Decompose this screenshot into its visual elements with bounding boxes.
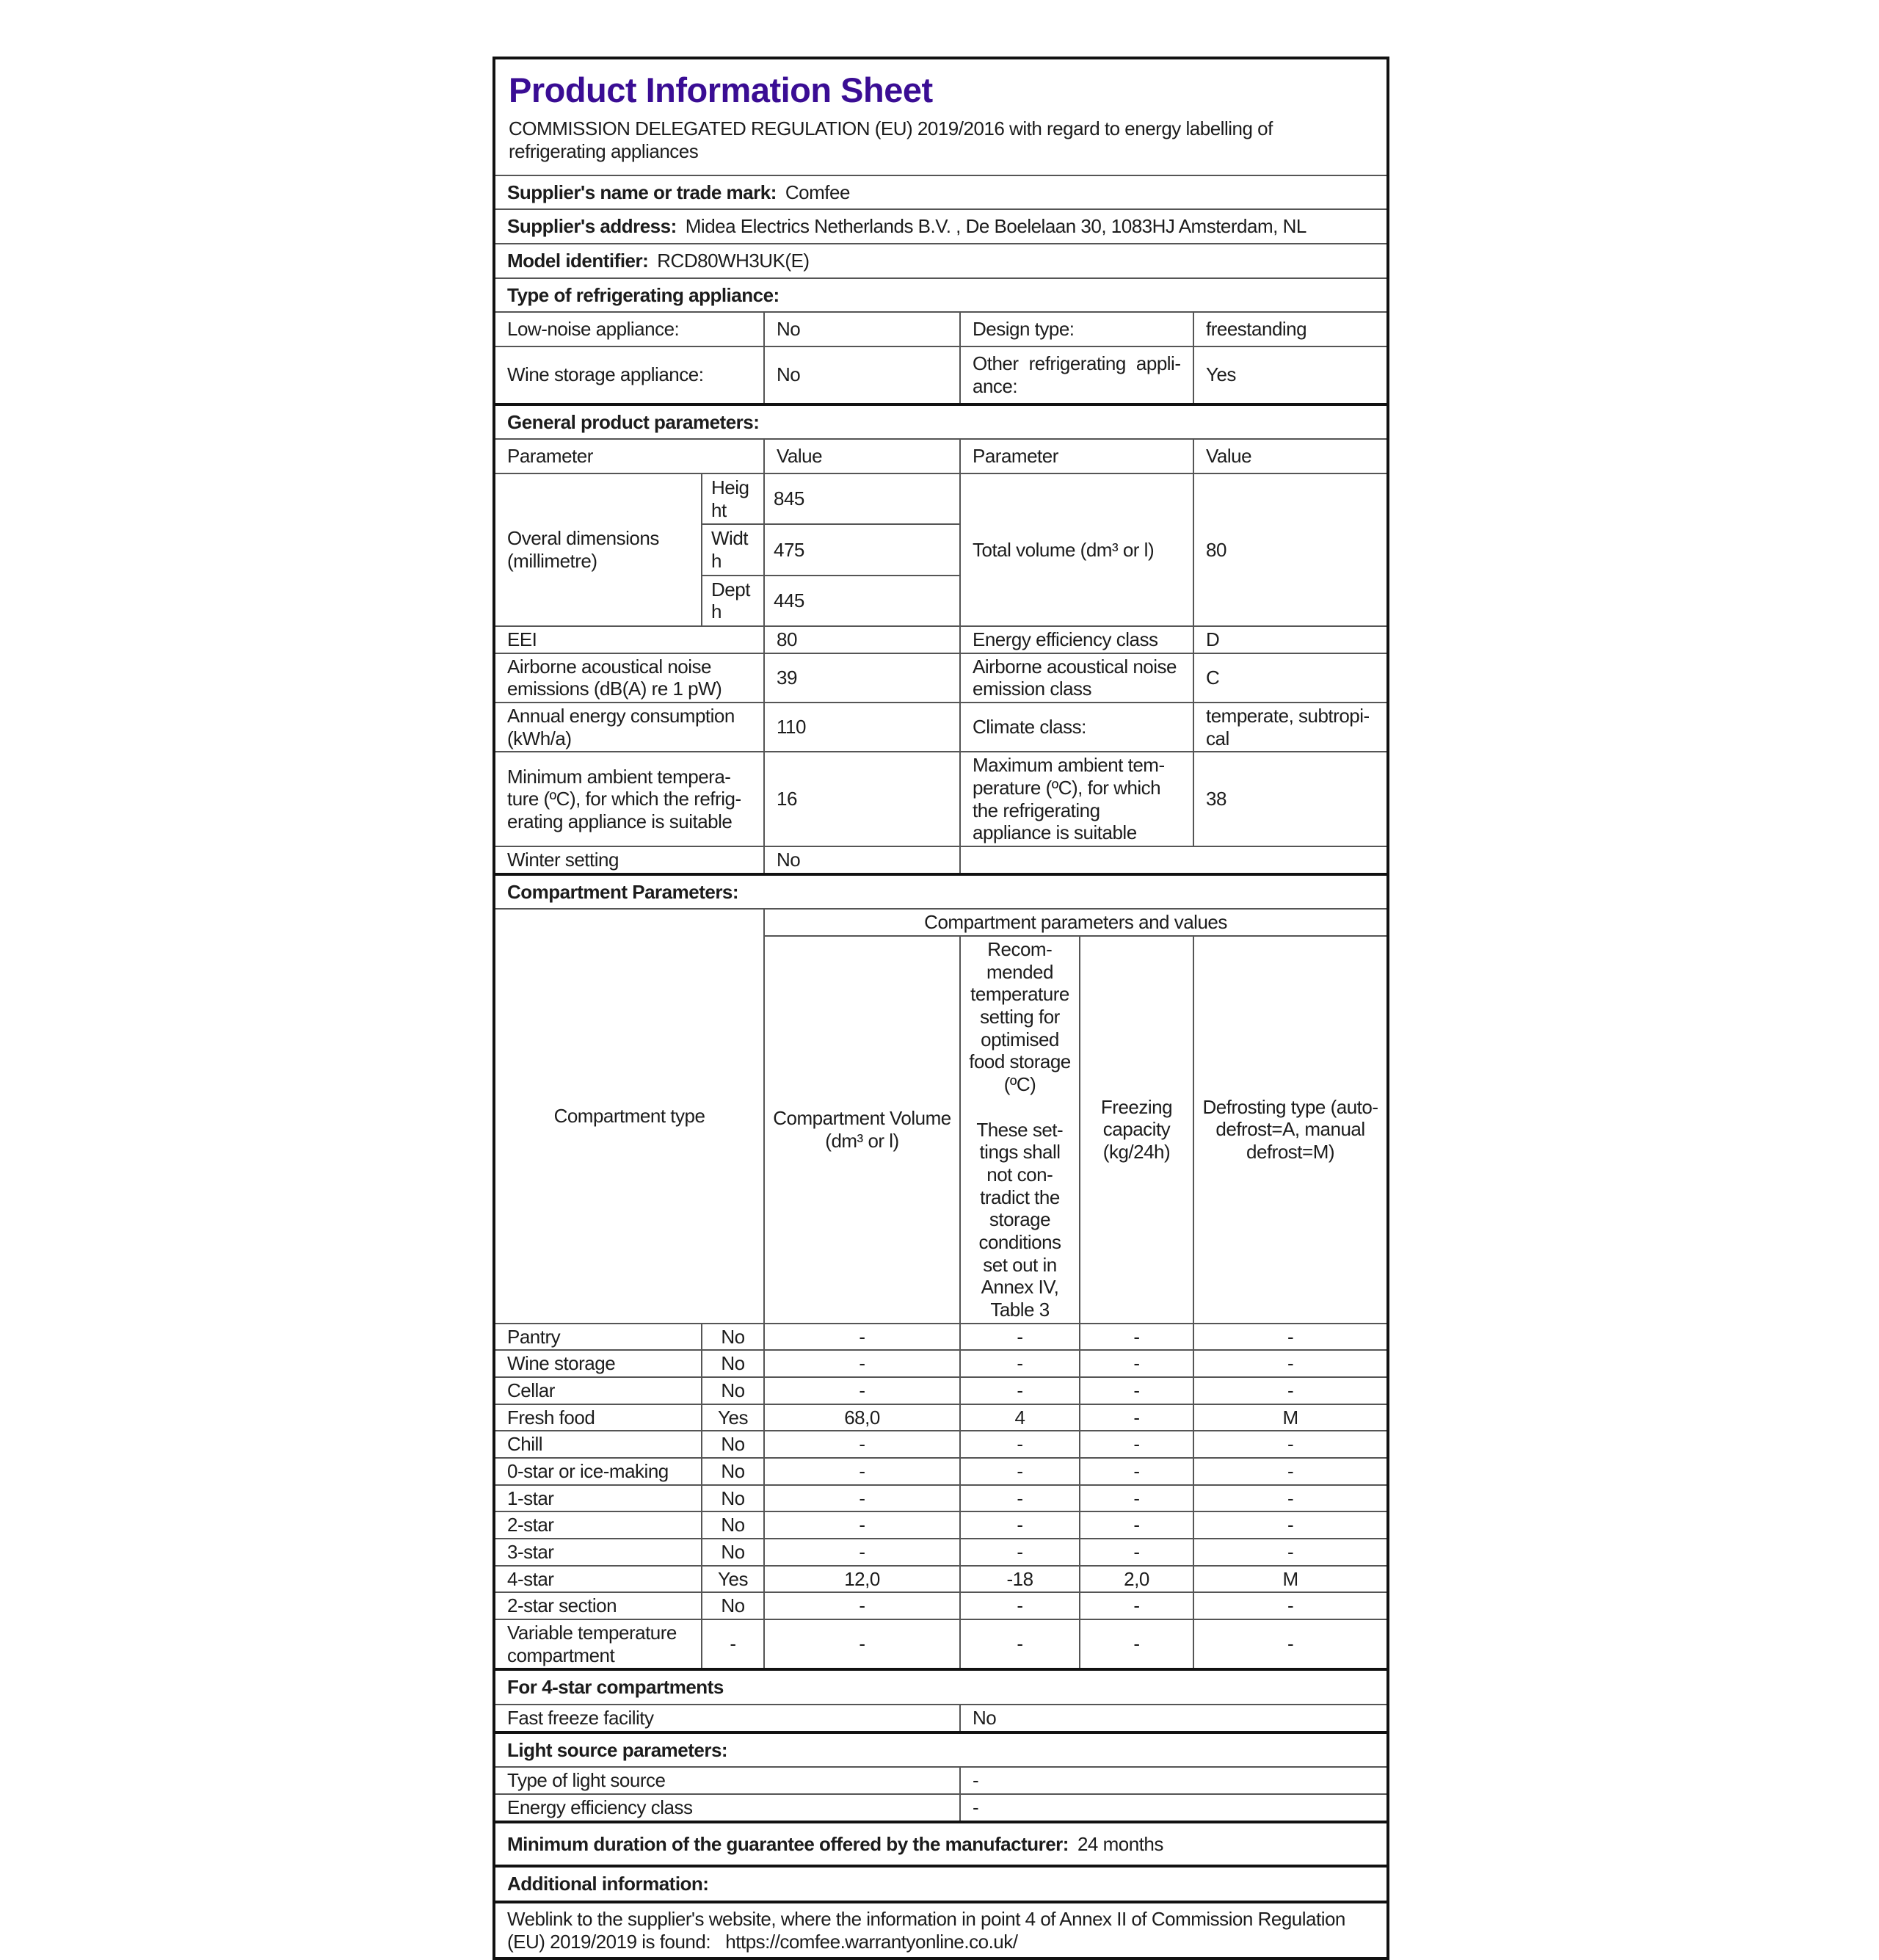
eei-label: EEI [494,626,764,653]
supplier-address-row [494,209,1388,244]
compartment-temp: - [960,1511,1080,1539]
compartment-volume: - [764,1324,960,1351]
value-col-header: Value [764,439,960,473]
low-noise-label: Low-noise appliance: [494,312,764,346]
depth-label: Depth [702,576,764,626]
compartment-name: Variable temperature compartment [494,1619,702,1669]
noise-label: Airborne acoustical noise emissions (dB(A) re 1 pW) [494,653,764,703]
total-volume-label: Total volume (dm³ or l) [960,473,1193,626]
parameter-col-header: Parameter [494,439,764,473]
compartment-volume: - [764,1511,960,1539]
compartment-present: Yes [702,1566,764,1593]
min-ambient-value: 16 [764,752,960,846]
defrosting-type-col-header: Defrosting type (auto-defrost=A, manual defrost=M) [1193,936,1388,1324]
type-section-header-row [494,278,1388,313]
compartment-temp: - [960,1485,1080,1512]
compartment-temp: - [960,1539,1080,1566]
compartment-temp: - [960,1458,1080,1485]
compartment-row-2-star-section [494,1592,1388,1619]
compartment-name: Wine storage [494,1350,702,1377]
compartment-present: No [702,1511,764,1539]
weblink-label: Weblink to the supplier's website, where the information in point 4 of Annex II of Commission Regulation (EU) 2019/2019 is found: [507,1908,1345,1953]
compartment-present: No [702,1485,764,1512]
compartment-temp: - [960,1592,1080,1619]
wine-storage-appliance-label: Wine storage appliance: [494,346,764,404]
climate-class-label: Climate class: [960,703,1193,752]
compartment-volume: - [764,1592,960,1619]
compartment-present: No [702,1324,764,1351]
compartment-defrost: - [1193,1431,1388,1458]
compartment-name: Cellar [494,1377,702,1404]
fast-freeze-label: Fast freeze facility [494,1705,960,1732]
noise-row [494,653,1388,703]
compartment-section-header: Compartment Parameters: [494,874,1388,910]
general-section-header-row [494,404,1388,440]
light-type-value: - [960,1767,1388,1794]
compartment-freezing: - [1080,1404,1193,1431]
fast-freeze-value: No [960,1705,1388,1732]
noise-class-label: Airborne acoustical noise emission class [960,653,1193,703]
compartment-volume: - [764,1619,960,1669]
compartment-row-cellar [494,1377,1388,1404]
supplier-name-row [494,175,1388,210]
compartment-section-header-row [494,874,1388,910]
compartment-name: 3-star [494,1539,702,1566]
compartment-volume: - [764,1458,960,1485]
weblink-url[interactable]: https://comfee.warrantyonline.co.uk/ [725,1930,1018,1953]
freezing-capacity-col-header: Freezing capacity (kg/24h) [1080,936,1193,1324]
width-value: 475 [764,524,960,575]
guarantee-row [494,1822,1388,1867]
compartment-temp: -18 [960,1566,1080,1593]
annual-energy-row [494,703,1388,752]
page-title: Product Information Sheet [509,70,933,109]
light-type-label: Type of light source [494,1767,960,1794]
page-subtitle: COMMISSION DELEGATED REGULATION (EU) 2019/2016 with regard to energy labelling of refrigerating appliances [509,117,1273,163]
compartment-name: 4-star [494,1566,702,1593]
light-type-row [494,1767,1388,1794]
energy-class-label: Energy efficiency class [960,626,1193,653]
compartment-name: Pantry [494,1324,702,1351]
supplier-address-value: Midea Electrics Netherlands B.V. , De Boelelaan 30, 1083HJ Amsterdam, NL [685,215,1306,238]
compartment-name: 2-star [494,1511,702,1539]
compartment-row-1-star [494,1485,1388,1512]
compartment-defrost: - [1193,1350,1388,1377]
compartment-freezing: - [1080,1350,1193,1377]
product-information-sheet [493,57,1386,1960]
additional-section-header: Additional information: [494,1866,1388,1902]
low-noise-row [494,312,1388,346]
low-noise-value: No [764,312,960,346]
total-volume-value: 80 [1193,473,1388,626]
compartment-temp: - [960,1377,1080,1404]
compartment-temp-col-header: Recommended temperature setting for optimised food storage (ºC) These settings shall not contradict the storage conditions set out in Annex IV, Table 3 [960,936,1080,1324]
additional-section-header-row [494,1866,1388,1902]
winter-setting-row [494,846,1388,874]
supplier-name-value: Comfee [785,181,850,203]
guarantee-label: Minimum duration of the guarantee offered by the manufacturer: [507,1832,1069,1855]
compartment-present: Yes [702,1404,764,1431]
compartment-volume: 12,0 [764,1566,960,1593]
wine-storage-appliance-row [494,346,1388,404]
compartment-volume: - [764,1485,960,1512]
compartment-name: Fresh food [494,1404,702,1431]
compartment-volume: - [764,1377,960,1404]
light-section-header: Light source parameters: [494,1732,1388,1768]
max-ambient-label: Maximum ambient temperature (ºC), for which the refrigerating appliance is suitable [960,752,1193,846]
compartment-row-3-star [494,1539,1388,1566]
weblink-row [494,1902,1388,1959]
winter-setting-label: Winter setting [494,846,764,874]
compartment-present: No [702,1539,764,1566]
four-star-section-header: For 4-star compartments [494,1669,1388,1705]
compartment-temp: - [960,1350,1080,1377]
model-identifier-label: Model identifier: [507,250,649,272]
compartment-row-2-star [494,1511,1388,1539]
compartment-temp: - [960,1324,1080,1351]
compartment-name: 1-star [494,1485,702,1512]
compartment-present: No [702,1458,764,1485]
compartment-present: No [702,1431,764,1458]
dimensions-height-row [494,473,1388,524]
parameter-col-header: Parameter [960,439,1193,473]
compartment-name: 2-star section [494,1592,702,1619]
compartment-type-col-header: Compartment type [494,909,764,1323]
design-type-label: Design type: [960,312,1193,346]
min-ambient-label: Minimum ambient temperature (ºC), for which the refrigerating appliance is suitable [494,752,764,846]
compartment-temp: 4 [960,1404,1080,1431]
compartment-freezing: - [1080,1511,1193,1539]
compartment-volume: - [764,1350,960,1377]
compartment-freezing: - [1080,1619,1193,1669]
compartment-defrost: M [1193,1566,1388,1593]
compartment-freezing: - [1080,1324,1193,1351]
compartment-freezing: - [1080,1431,1193,1458]
value-col-header: Value [1193,439,1388,473]
compartment-freezing: - [1080,1458,1193,1485]
compartment-defrost: - [1193,1377,1388,1404]
dimensions-label: Overal dimensions (millimetre) [494,473,702,626]
model-identifier-value: RCD80WH3UK(E) [657,250,810,272]
wine-storage-appliance-value: No [764,346,960,404]
height-label: Height [702,473,764,524]
noise-class-value: C [1193,653,1388,703]
compartment-row-wine-storage [494,1350,1388,1377]
compartment-present: - [702,1619,764,1669]
compartment-row-4-star [494,1566,1388,1593]
parameter-value-header-row [494,439,1388,473]
compartment-volume-col-header: Compartment Volume (dm³ or l) [764,936,960,1324]
compartment-freezing: - [1080,1592,1193,1619]
design-type-value: freestanding [1193,312,1388,346]
model-identifier-row [494,244,1388,278]
compartment-table-title: Compartment parameters and values [764,909,1388,936]
compartment-defrost: - [1193,1539,1388,1566]
type-section-header: Type of refrigerating appliance: [494,278,1388,313]
compartment-freezing: - [1080,1377,1193,1404]
compartment-defrost: - [1193,1458,1388,1485]
noise-value: 39 [764,653,960,703]
guarantee-value: 24 months [1077,1832,1163,1855]
compartment-name: 0-star or ice-making [494,1458,702,1485]
winter-setting-value: No [764,846,960,874]
compartment-name: Chill [494,1431,702,1458]
compartment-row-fresh-food [494,1404,1388,1431]
title-row [494,58,1388,175]
compartment-freezing: - [1080,1485,1193,1512]
compartment-volume: - [764,1539,960,1566]
compartment-row-pantry [494,1324,1388,1351]
compartment-volume: - [764,1431,960,1458]
compartment-defrost: - [1193,1592,1388,1619]
annual-energy-value: 110 [764,703,960,752]
compartment-defrost: - [1193,1324,1388,1351]
compartment-defrost: - [1193,1511,1388,1539]
eei-value: 80 [764,626,960,653]
compartment-defrost: M [1193,1404,1388,1431]
depth-value: 445 [764,576,960,626]
fast-freeze-row [494,1705,1388,1732]
supplier-address-label: Supplier's address: [507,215,677,238]
compartment-temp: - [960,1431,1080,1458]
compartment-present: No [702,1592,764,1619]
compartment-table-title-row [494,909,1388,936]
compartment-defrost: - [1193,1485,1388,1512]
supplier-name-label: Supplier's name or trade mark: [507,181,777,203]
compartment-freezing: 2,0 [1080,1566,1193,1593]
climate-class-value: temperate, subtropical [1193,703,1388,752]
other-appliance-value: Yes [1193,346,1388,404]
light-section-header-row [494,1732,1388,1768]
width-label: Width [702,524,764,575]
max-ambient-value: 38 [1193,752,1388,846]
other-appliance-label: Other refrigerating appliance: [960,346,1193,404]
four-star-section-header-row [494,1669,1388,1705]
compartment-row-chill [494,1431,1388,1458]
compartment-row-variable-temperature [494,1619,1388,1669]
annual-energy-label: Annual energy consumption (kWh/a) [494,703,764,752]
height-value: 845 [764,473,960,524]
light-class-row [494,1794,1388,1822]
eei-row [494,626,1388,653]
compartment-freezing: - [1080,1539,1193,1566]
energy-class-value: D [1193,626,1388,653]
empty-cell [960,846,1388,874]
general-section-header: General product parameters: [494,404,1388,440]
compartment-defrost: - [1193,1619,1388,1669]
light-class-label: Energy efficiency class [494,1794,960,1822]
compartment-present: No [702,1350,764,1377]
pis-table [493,57,1389,1960]
compartment-row-0-star [494,1458,1388,1485]
ambient-temperature-row [494,752,1388,846]
compartment-volume: 68,0 [764,1404,960,1431]
compartment-temp: - [960,1619,1080,1669]
compartment-present: No [702,1377,764,1404]
light-class-value: - [960,1794,1388,1822]
